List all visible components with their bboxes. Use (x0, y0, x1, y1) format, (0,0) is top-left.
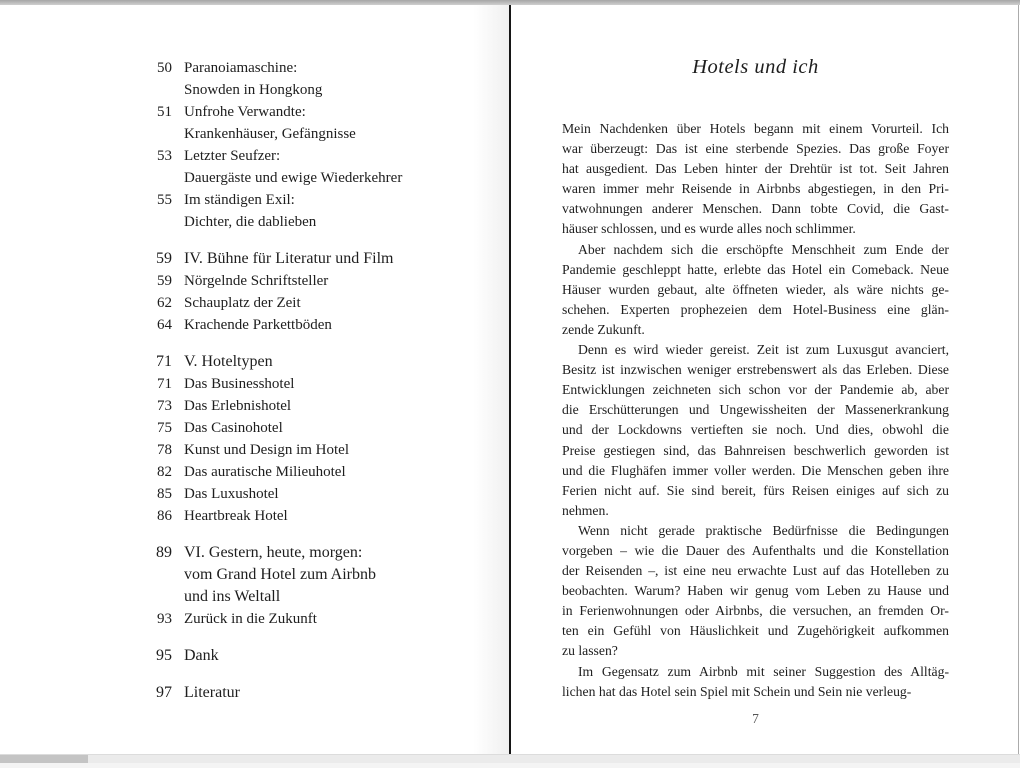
toc-page-number: 71 (156, 353, 172, 370)
toc-entry (153, 417, 509, 439)
toc-entry (153, 682, 509, 704)
toc-group (153, 645, 509, 667)
paragraph (562, 521, 949, 662)
toc-entry-text (184, 682, 509, 704)
body-text (562, 119, 949, 702)
body-line: waren immer mehr Reisende in Airbnbs abgestiegen, in den Pri- (562, 181, 949, 197)
toc-page-number: 71 (157, 376, 172, 392)
toc-entry (153, 542, 509, 608)
toc-page-number: 59 (157, 273, 172, 289)
toc-page-number: 82 (157, 464, 172, 480)
toc-group (153, 57, 509, 233)
toc-entry-line: V. Hoteltypen (184, 353, 273, 370)
body-line: ten ein Gefühl von Häuslichkeit und Zugehörigkeit aufkommen (562, 623, 949, 639)
toc-entry-line: Schauplatz der Zeit (184, 295, 301, 311)
toc-entry-text (184, 270, 509, 292)
toc-entry (153, 189, 509, 233)
toc-page-number: 95 (156, 647, 172, 664)
toc-entry (153, 395, 509, 417)
toc-entry-text (184, 248, 509, 270)
toc-entry-text (184, 292, 509, 314)
body-line: beobachten. Warum? Haben wir genug vom Leben zu Hause und (562, 583, 949, 599)
toc-page-number: 51 (157, 104, 172, 120)
body-line: Wenn nicht gerade praktische Bedürfnisse die Bedingungen (578, 522, 949, 538)
right-page (511, 5, 1018, 754)
toc-group (153, 351, 509, 527)
body-line: Mein Nachdenken über Hotels begann mit einem Vorurteil. Ich (562, 121, 949, 136)
table-of-contents (153, 57, 509, 704)
body-line: Aber nachdem sich die erschöpfte Menschheit zum Ende der (578, 241, 949, 257)
toc-entry-text (184, 373, 509, 395)
toc-page-number: 55 (157, 192, 172, 208)
toc-entry-text (184, 145, 509, 189)
toc-entry (153, 292, 509, 314)
toc-entry-line: vom Grand Hotel zum Airbnb (184, 566, 376, 583)
body-line: die Erschütterungen und Ungewissheiten der Massenerkrankung (562, 402, 949, 418)
body-line: war überzeugt: Das ist eine sterbende Spezies. Das große Foyer (562, 141, 949, 157)
body-line: der Reisenden –, ist eine neu erwachte Lust auf das Hotelleben zu (562, 563, 949, 579)
toc-entry-line: Paranoiamaschine: (184, 60, 298, 76)
toc-entry-line: Das Luxushotel (184, 486, 279, 502)
page-number: 7 (752, 710, 759, 726)
toc-entry (153, 314, 509, 336)
toc-page-number: 59 (156, 250, 172, 267)
paragraph (562, 119, 949, 240)
body-line: schehen. Experten prophezeien dem Hotel-Business eine glän- (562, 301, 949, 317)
toc-entry-line: Snowden in Hongkong (184, 82, 323, 98)
body-line: zende Zukunft. (562, 321, 645, 337)
horizontal-scrollbar[interactable] (0, 755, 1020, 763)
toc-entry-line: und ins Weltall (184, 588, 281, 605)
toc-entry-text (184, 505, 509, 527)
body-line: Besitz ist inzwischen weniger erstrebenswert als das Erleben. Diese (562, 362, 949, 378)
toc-group (153, 682, 509, 704)
toc-entry-line: Krachende Parkettböden (184, 317, 332, 333)
toc-entry-text (184, 608, 509, 630)
toc-entry-text (184, 314, 509, 336)
body-line: nehmen. (562, 502, 609, 518)
toc-page-number: 75 (157, 420, 172, 436)
toc-entry-text (184, 101, 509, 145)
body-line: vatwohnungen anderer Menschen. Dann tobte Covid, die Gast- (562, 201, 949, 217)
toc-entry-line: Das Erlebnishotel (184, 398, 292, 414)
scrollbar-thumb[interactable] (0, 755, 88, 763)
toc-entry (153, 608, 509, 630)
chapter-title: Hotels und ich (692, 56, 819, 78)
toc-entry (153, 57, 509, 101)
toc-group (153, 248, 509, 336)
toc-entry-line: Letzter Seufzer: (184, 148, 281, 164)
body-line: Preise gestiegen sind, das Bahnreisen beschwerlich geworden ist (562, 442, 949, 458)
toc-entry-line: Heartbreak Hotel (184, 508, 288, 524)
toc-entry (153, 439, 509, 461)
toc-entry-text (184, 417, 509, 439)
body-line: Pandemie geschleppt hatte, erlebte das Hotel ein Comeback. Neue (562, 261, 949, 277)
toc-entry-line: Krankenhäuser, Gefängnisse (184, 126, 356, 142)
body-line: hat ausgedient. Das Leben hinter der Drehtür ist tot. Seit Jahren (562, 161, 949, 177)
body-line: Entwicklungen zeichneten sich schon vor der Pandemie ab, aber (562, 382, 949, 398)
toc-entry-text (184, 483, 509, 505)
toc-entry-line: Im ständigen Exil: (184, 192, 295, 208)
bottom-border-bar (0, 754, 1020, 768)
toc-page-number: 64 (157, 317, 172, 333)
toc-entry (153, 461, 509, 483)
toc-page-number: 78 (157, 442, 172, 458)
toc-entry-text (184, 395, 509, 417)
toc-page-number: 85 (157, 486, 172, 502)
body-line: und die Flughäfen immer voller werden. Die Menschen geben ihre (562, 462, 949, 478)
body-line: und der Lockdowns vertieften sie noch. Und dies, obwohl die (562, 422, 949, 438)
toc-entry-line: Unfrohe Verwandte: (184, 104, 306, 120)
toc-page-number: 93 (157, 611, 172, 627)
toc-entry-line: Das Casinohotel (184, 420, 283, 436)
toc-entry-text (184, 189, 509, 233)
toc-entry (153, 645, 509, 667)
body-line: in Ferienwohnungen oder Airbnbs, die versuchen, an fremden Or- (562, 603, 949, 619)
toc-entry (153, 101, 509, 145)
toc-entry (153, 483, 509, 505)
body-line: häuser schlossen, und es wurde alles noch schlimmer. (562, 221, 856, 237)
window-right-border (1018, 5, 1019, 754)
paragraph (562, 340, 949, 521)
toc-page-number: 53 (157, 148, 172, 164)
body-line: vorgeben – wie die Dauer des Aufenthalts und die Konstellation (562, 542, 949, 558)
toc-entry-line: Das Businesshotel (184, 376, 295, 392)
toc-entry-line: Nörgelnde Schriftsteller (184, 273, 329, 289)
toc-entry-text (184, 351, 509, 373)
toc-entry-line: Dichter, die dablieben (184, 214, 317, 230)
toc-entry-line: VI. Gestern, heute, morgen: (184, 544, 363, 561)
toc-entry-text (184, 439, 509, 461)
toc-page-number: 73 (157, 398, 172, 414)
toc-entry-line: Kunst und Design im Hotel (184, 442, 349, 458)
toc-page-number: 89 (156, 544, 172, 561)
toc-entry (153, 270, 509, 292)
toc-page-number: 62 (157, 295, 172, 311)
toc-entry (153, 505, 509, 527)
toc-entry (153, 351, 509, 373)
body-line: Häuser wurden gebaut, alte öffneten wieder, als wäre nichts ge- (562, 281, 949, 297)
toc-entry-line: IV. Bühne für Literatur und Film (184, 250, 394, 267)
toc-entry (153, 145, 509, 189)
toc-entry (153, 248, 509, 270)
body-line: lichen hat das Hotel sein Spiel mit Schein und Sein nie verleug- (562, 683, 912, 699)
toc-entry-line: Dank (184, 647, 219, 664)
toc-entry (153, 373, 509, 395)
paragraph (562, 662, 949, 702)
toc-page-number: 50 (157, 60, 172, 76)
body-line: Im Gegensatz zum Airbnb mit seiner Suggestion des Alltäg- (578, 663, 949, 679)
body-line: Ferien nicht auf. Sie sind bereit, fürs Reisen einiges auf sich zu (562, 482, 949, 498)
toc-entry-text (184, 645, 509, 667)
toc-entry-text (184, 57, 509, 101)
body-line: zu lassen? (562, 643, 618, 659)
toc-page-number: 86 (157, 508, 172, 524)
paragraph (562, 240, 949, 340)
toc-entry-line: Dauergäste und ewige Wiederkehrer (184, 170, 403, 186)
toc-entry-text (184, 542, 509, 608)
body-line: Denn es wird wieder gereist. Zeit ist zum Luxusgut avanciert, (578, 342, 949, 358)
toc-entry-text (184, 461, 509, 483)
toc-entry-line: Zurück in die Zukunft (184, 611, 317, 627)
toc-page-number: 97 (156, 684, 172, 701)
toc-entry-line: Literatur (184, 684, 240, 701)
toc-entry-line: Das auratische Milieuhotel (184, 464, 346, 480)
left-page (0, 5, 509, 754)
toc-group (153, 542, 509, 630)
